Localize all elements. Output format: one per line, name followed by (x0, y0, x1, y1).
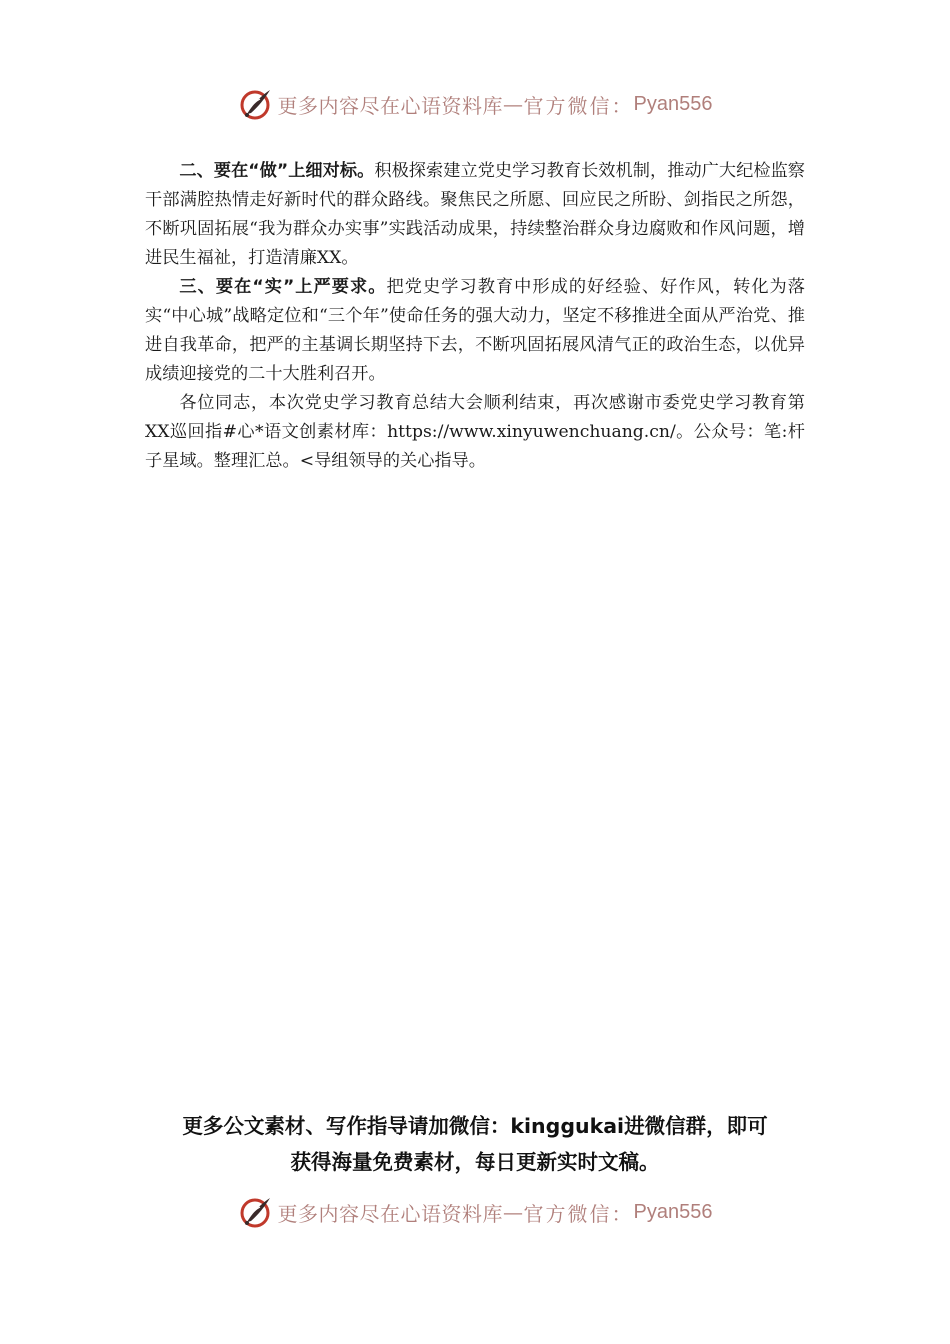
banner-dash: — (503, 1200, 524, 1224)
document-body (145, 157, 805, 476)
paragraph-text: 各位同志，本次党史学习教育总结大会顺利结束，再次感谢市委党史学习教育第XX巡回指#心*语文创素材库：https://www.xinyuwenchuang.cn/。公众号：笔:杆子星域。整理汇总。<导组领导的关心指导。 (145, 393, 805, 471)
footer-note-line2: 获得海量免费素材，每日更新实时文稿。 (290, 1150, 660, 1174)
banner-wechat-id: Pyan556 (633, 1200, 713, 1223)
quill-logo-icon (238, 86, 274, 122)
paragraph-heading: 三、要在“实”上严要求。 (179, 277, 387, 297)
header-banner (0, 82, 950, 126)
banner-title: 更多内容尽在心语资料库 (277, 93, 504, 118)
paragraph-heading: 二、要在“做”上细对标。 (179, 161, 375, 181)
banner-dash: — (503, 92, 524, 116)
paragraph-text: 积极探索建立党史学习教育长效机制，推动广大纪检监察干部满腔热情走好新时代的群众路线。聚焦民之所愿、回应民之所盼、剑指民之所怨，不断巩固拓展“我为群众办实事”实践活动成果，持续整治群众身边腐败和作风问题，增进民生福祉，打造清廉XX。 (145, 161, 805, 268)
paragraph-closing (145, 389, 805, 476)
banner-wechat-id: Pyan556 (633, 92, 713, 115)
paragraph-two (145, 157, 805, 273)
footer-banner (0, 1190, 950, 1234)
banner-title: 更多内容尽在心语资料库 (277, 1201, 504, 1226)
footer-note-line1: 更多公文素材、写作指导请加微信：kinggukai进微信群，即可 (182, 1114, 768, 1138)
quill-logo-icon (238, 1194, 274, 1230)
banner-wechat-label: 官方微信： (523, 1201, 634, 1226)
paragraph-text: 把党史学习教育中形成的好经验、好作风，转化为落实“中心城”战略定位和“三个年”使命任务的强大动力，坚定不移推进全面从严治党、推进自我革命，把严的主基调长期坚持下去，不断巩固拓展风清气正的政治生态，以优异成绩迎接党的二十大胜利召开。 (145, 277, 805, 384)
banner-wechat-label: 官方微信： (523, 93, 634, 118)
paragraph-three (145, 273, 805, 389)
footer-note (120, 1108, 830, 1180)
